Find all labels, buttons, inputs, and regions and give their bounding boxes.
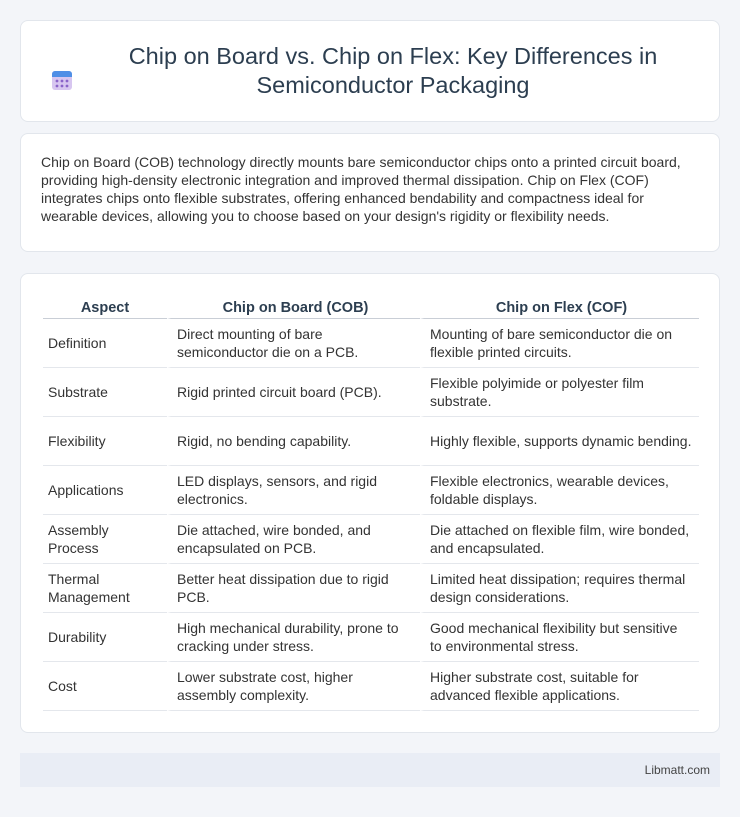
footer-source: Libmatt.com — [644, 763, 710, 777]
row-aspect: Definition — [43, 319, 167, 368]
table-row — [43, 368, 699, 417]
title-card — [20, 20, 720, 122]
intro-card — [20, 133, 720, 252]
row-aspect: Assembly Process — [43, 515, 167, 564]
footer — [20, 753, 720, 787]
table-row — [43, 417, 699, 466]
row-cof: Flexible polyimide or polyester film substrate. — [420, 368, 699, 417]
table-row — [43, 564, 699, 613]
row-aspect: Applications — [43, 466, 167, 515]
row-cob: Lower substrate cost, higher assembly complexity. — [167, 662, 420, 711]
table-row — [43, 319, 699, 368]
row-aspect: Cost — [43, 662, 167, 711]
row-cof: Limited heat dissipation; requires thermal design considerations. — [420, 564, 699, 613]
row-cob: Better heat dissipation due to rigid PCB. — [167, 564, 420, 613]
row-cof: Higher substrate cost, suitable for advanced flexible applications. — [420, 662, 699, 711]
row-cof: Good mechanical flexibility but sensitive to environmental stress. — [420, 613, 699, 662]
table-row — [43, 613, 699, 662]
row-aspect: Thermal Management — [43, 564, 167, 613]
table-row — [43, 466, 699, 515]
intro-paragraph: Chip on Board (COB) technology directly mounts bare semiconductor chips onto a printed circuit board, providing high-density electronic integration and improved thermal dissipation. Chip on Flex (COF) integrates chips onto flexible substrates, offering enhanced bendability and compactness ideal for wearable devices, allowing you to choose based on your design's rigidity or flexibility needs. — [41, 154, 681, 224]
row-cob: Direct mounting of bare semiconductor die on a PCB. — [167, 319, 420, 368]
row-cob: Rigid printed circuit board (PCB). — [167, 368, 420, 417]
header-cof: Chip on Flex (COF) — [420, 294, 699, 319]
header-aspect: Aspect — [43, 294, 167, 319]
row-cob: Rigid, no bending capability. — [167, 417, 420, 466]
header-cob: Chip on Board (COB) — [167, 294, 420, 319]
row-aspect: Substrate — [43, 368, 167, 417]
title-wrap — [50, 42, 690, 100]
row-aspect: Durability — [43, 613, 167, 662]
table-header-row — [43, 294, 699, 319]
row-cob: High mechanical durability, prone to cracking under stress. — [167, 613, 420, 662]
row-cob: LED displays, sensors, and rigid electronics. — [167, 466, 420, 515]
row-cof: Flexible electronics, wearable devices, foldable displays. — [420, 466, 699, 515]
comparison-card — [20, 273, 720, 733]
table-row — [43, 662, 699, 711]
row-cob: Die attached, wire bonded, and encapsulated on PCB. — [167, 515, 420, 564]
comparison-table — [43, 294, 699, 711]
row-cof: Highly flexible, supports dynamic bending. — [420, 417, 699, 466]
calendar-icon — [50, 68, 74, 92]
table-row — [43, 515, 699, 564]
row-cof: Mounting of bare semiconductor die on flexible printed circuits. — [420, 319, 699, 368]
row-cof: Die attached on flexible film, wire bonded, and encapsulated. — [420, 515, 699, 564]
page-title: Chip on Board vs. Chip on Flex: Key Differences in Semiconductor Packaging — [128, 43, 658, 98]
row-aspect: Flexibility — [43, 417, 167, 466]
